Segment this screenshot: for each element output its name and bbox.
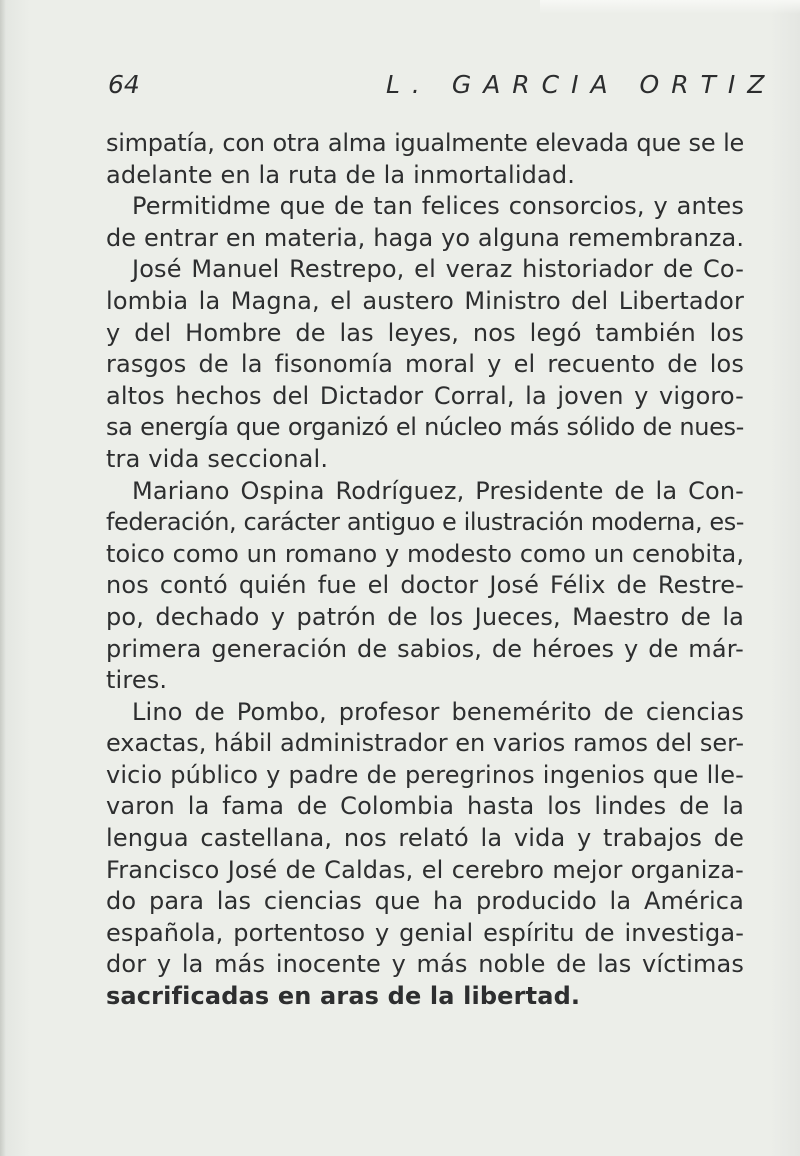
text-line-23: lengua castellana, nos relató la vida y trabajos de — [106, 824, 744, 853]
text-line-18: tires. — [106, 666, 168, 695]
text-line-26: española, portentoso y genial espíritu de investiga- — [106, 918, 744, 947]
text-line-14: toico como un romano y modesto como un cenobita, — [106, 539, 744, 568]
text-line-20: exactas, hábil administrador en varios ramos del ser- — [106, 729, 744, 758]
page-left-edge-shadow — [0, 0, 6, 1156]
text-line-25: do para las ciencias que ha producido la América — [106, 887, 744, 916]
page-header — [0, 70, 800, 110]
text-line-17: primera generación de sabios, de héroes y de már- — [106, 634, 744, 663]
text-line-22: varon la fama de Colombia hasta los lindes de la — [106, 792, 744, 821]
text-line-10: sa energía que organizó el núcleo más sólido de nues- — [106, 413, 744, 442]
text-line-21: vicio público y padre de peregrinos ingenios que lle- — [106, 760, 744, 789]
text-line-4: de entrar en materia, haga yo alguna remembranza. — [106, 223, 744, 252]
text-line-2: adelante en la ruta de la inmortalidad. — [106, 160, 576, 189]
page-number: 64 — [108, 70, 140, 99]
text-line-15: nos contó quién fue el doctor José Félix de Restre- — [106, 571, 744, 600]
text-line-7: y del Hombre de las leyes, nos legó también los — [106, 318, 744, 347]
text-line-3: Permitidme que de tan felices consorcios, y antes — [132, 192, 744, 221]
text-line-6: lombia la Magna, el austero Ministro del Libertador — [106, 286, 744, 315]
body-text — [106, 128, 744, 1013]
page-top-edge-highlight — [540, 0, 800, 14]
text-line-1: simpatía, con otra alma igualmente elevada que se le — [106, 129, 744, 157]
text-line-11: tra vida seccional. — [106, 444, 329, 473]
text-line-5: José Manuel Restrepo, el veraz historiador de Co- — [132, 255, 744, 284]
text-line-8: rasgos de la fisonomía moral y el recuento de los — [106, 350, 744, 379]
text-line-27: dor y la más inocente y más noble de las víctimas — [106, 950, 744, 979]
text-line-16: po, dechado y patrón de los Jueces, Maestro de la — [106, 602, 744, 631]
text-line-28: sacrificadas en aras de la libertad. — [106, 982, 581, 1011]
text-line-12: Mariano Ospina Rodríguez, Presidente de la Con- — [132, 476, 744, 505]
text-line-9: altos hechos del Dictador Corral, la joven y vigoro- — [106, 381, 744, 410]
running-head: L. GARCIA ORTIZ — [386, 70, 777, 99]
text-line-24: Francisco José de Caldas, el cerebro mejor organiza- — [106, 855, 744, 884]
text-line-13: federación, carácter antiguo e ilustración moderna, es- — [106, 508, 744, 537]
text-line-19: Lino de Pombo, profesor benemérito de ciencias — [132, 697, 744, 726]
